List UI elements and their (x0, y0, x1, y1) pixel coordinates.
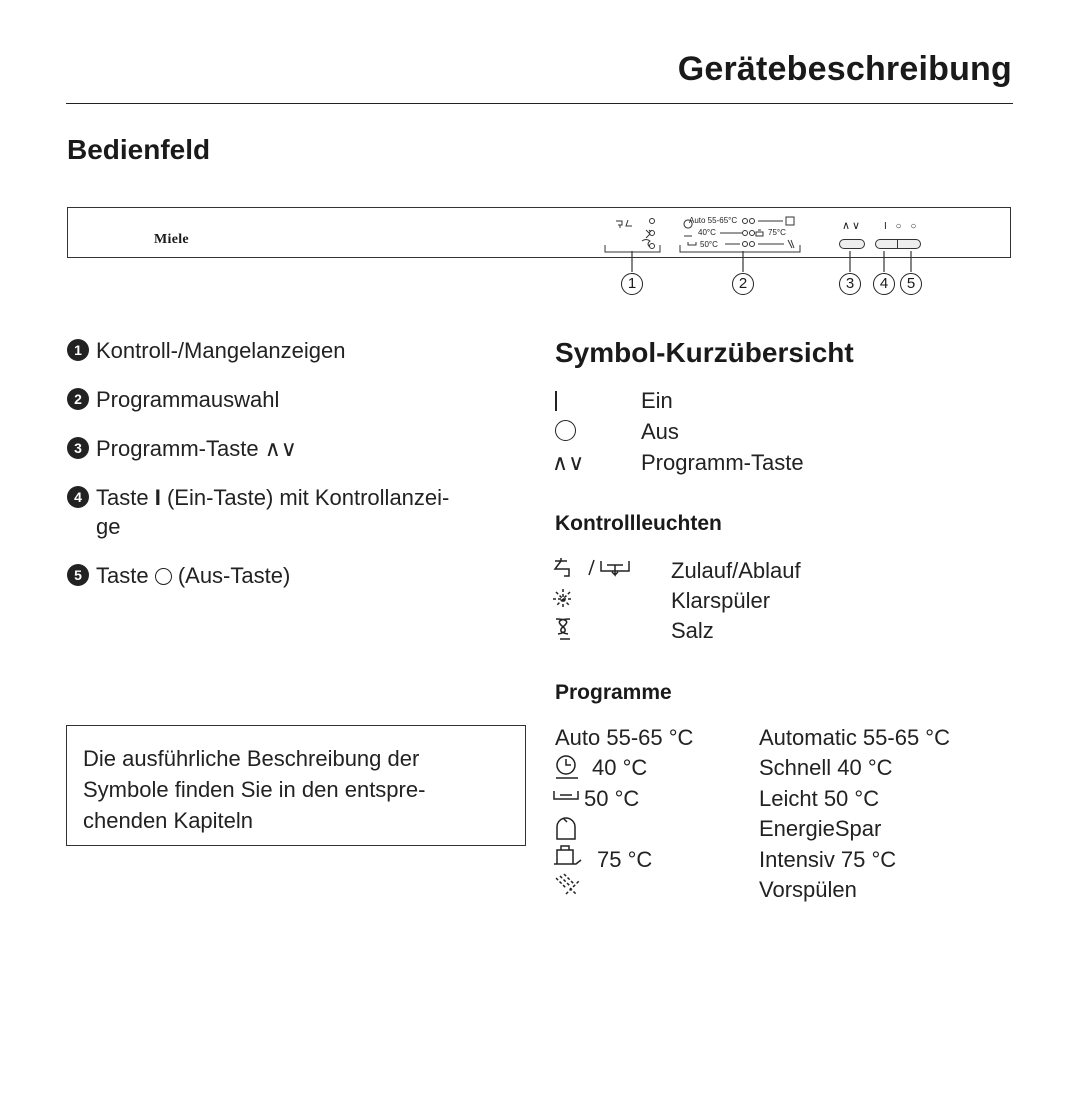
callout-3: 3 (839, 273, 861, 295)
panel-updown-label: ∧∨ (842, 220, 863, 232)
drain-icon (601, 561, 629, 575)
key-symbol-off (555, 417, 576, 447)
panel-program-40: 40°C (698, 228, 716, 237)
light-label: Salz (671, 618, 714, 643)
dish-light-icon (554, 791, 578, 799)
legend-item (67, 385, 527, 414)
legend-number: 3 (67, 437, 89, 459)
slash-separator (589, 560, 594, 575)
key-symbol-updown: ∧∨ (552, 450, 585, 475)
page-title: Gerätebeschreibung (677, 50, 1012, 88)
program-left: Auto 55-65 °C (555, 725, 694, 750)
rinse-aid-icon (553, 589, 573, 609)
programs-title: Programme (555, 681, 672, 704)
indicator-lights-title: Kontrollleuchten (555, 512, 722, 535)
callout-1: 1 (621, 273, 643, 295)
legend-text: Kontroll-/Mangelanzeigen (96, 338, 346, 363)
note-line: Die ausführliche Beschreibung der (83, 746, 420, 771)
program-right: Automatic 55-65 °C (759, 725, 950, 750)
callout-4: 4 (873, 273, 895, 295)
brand-logo: Miele (154, 232, 189, 247)
program-left: 50 °C (584, 786, 640, 811)
clock-icon (556, 756, 578, 778)
callout-5: 5 (900, 273, 922, 295)
light-label: Klarspüler (671, 588, 771, 613)
key-symbol-on (555, 386, 557, 416)
program-right: EnergieSpar (759, 816, 882, 841)
legend-number: 1 (67, 339, 89, 361)
on-symbol: I (154, 485, 161, 510)
light-label: Zulauf/Ablauf (671, 558, 801, 583)
note-line: Symbole finden Sie in den entspre- (83, 777, 426, 802)
indicator-icons (553, 555, 635, 645)
off-ring-icon (155, 568, 172, 585)
key-label-updown: Programm-Taste (641, 450, 804, 475)
legend-text-post: (Aus-Taste) (171, 563, 291, 588)
pre-rinse-icon (556, 874, 580, 894)
legend-item (67, 336, 527, 365)
legend-item (67, 483, 527, 541)
legend-text: Programmauswahl (96, 387, 280, 412)
key-label-on: Ein (641, 388, 673, 413)
panel-onoff-label: I ○ ○ (884, 221, 920, 232)
legend-item (67, 561, 527, 590)
program-icons (552, 754, 592, 909)
note-line: chenden Kapiteln (83, 808, 254, 833)
legend-text-pre: Taste (96, 563, 155, 588)
program-right: Intensiv 75 °C (759, 847, 897, 872)
callout-2: 2 (732, 273, 754, 295)
legend-item (67, 434, 527, 463)
callout-lines (0, 0, 1080, 310)
salt-icon (556, 619, 570, 639)
off-ring-icon (555, 420, 576, 441)
section-title: Bedienfeld (67, 134, 211, 165)
tap-icon (555, 558, 569, 576)
energy-save-icon (557, 818, 575, 839)
legend-number: 4 (67, 486, 89, 508)
panel-legend (67, 336, 527, 610)
program-right: Leicht 50 °C (759, 786, 880, 811)
legend-number: 2 (67, 388, 89, 410)
panel-program-75: 75°C (768, 228, 786, 237)
key-label-off: Aus (641, 419, 679, 444)
program-right: Vorspülen (759, 877, 857, 902)
pot-intense-icon (554, 846, 581, 864)
program-left: 40 °C (592, 755, 648, 780)
legend-number: 5 (67, 564, 89, 586)
legend-text-pre: Taste (96, 485, 155, 510)
legend-text: Programm-Taste ∧∨ (96, 436, 297, 461)
legend-text-cont: ge (96, 514, 121, 539)
info-note-box (66, 725, 526, 846)
on-bar-icon (555, 391, 557, 411)
program-right: Schnell 40 °C (759, 755, 893, 780)
panel-program-50: 50°C (700, 240, 718, 249)
panel-program-auto: Auto 55-65°C (689, 216, 738, 225)
symbol-overview-title: Symbol-Kurzübersicht (555, 337, 854, 368)
legend-text-post: (Ein-Taste) mit Kontrollanzei- (160, 485, 450, 510)
program-left: 75 °C (597, 847, 653, 872)
